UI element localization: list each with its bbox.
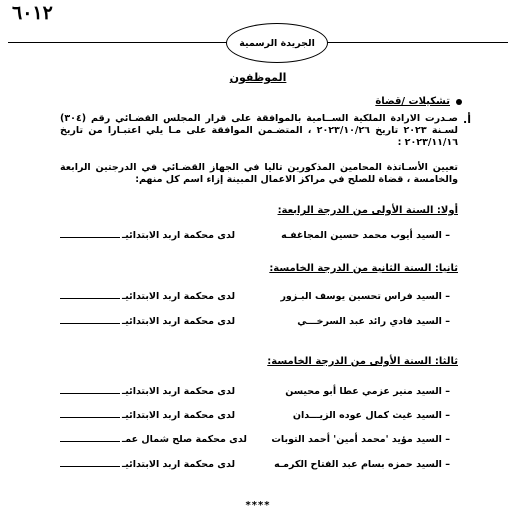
person-court (60, 386, 235, 397)
person-court (60, 316, 235, 327)
court-text: لدى محكمة اربد الابتدائيـ (122, 386, 236, 397)
person-name: – السيد غيث كمال عوده الزيـــدان (292, 410, 450, 421)
court-text: لدى محكمة صلح شمال عمـ (122, 434, 247, 445)
paragraph-letter: أ. (463, 113, 471, 126)
person-name: – السيد فراس تحسين يوسف البـزور (280, 291, 450, 302)
page-number: ٦٠١٢ (12, 2, 53, 24)
person-row (60, 291, 450, 305)
decree-paragraph: صـدرت الارادة الملكية الســامية بالموافقة على قرار المجلس القضـائي رقم (٣٠٤) لسـنة ٢٠٢٣ تاريخ ٢٠٢٣/١٠/٢٦ ، المتضـمن الموافقة على مـا يلي اعتبـارا من تاريخ ٢٠٢٣/١١/١٦ : (60, 113, 458, 148)
appointment-paragraph: تعيين الأسـاتذة المحامين المذكورين تاليا في الجهاز القضـائي في الدرجتين الرابعة والخامسة ، قضاة للصلح في مراكز الاعمال المبينة إزاء اسم كل منهم: (60, 162, 458, 185)
person-row (60, 459, 450, 473)
person-court (60, 230, 235, 241)
court-text: لدى محكمة اربد الابتدائيـ (122, 410, 236, 421)
person-name: – السيد حمزه بسام عبد الفتاح الكرمـه (274, 459, 450, 470)
person-row (60, 410, 450, 424)
fill-line (60, 237, 120, 238)
fill-line (60, 393, 120, 394)
bullet-heading-label: تشكيلات /قضاة (375, 96, 450, 107)
person-name: – السيد مؤيد 'محمد أمين' أحمد التوبات (271, 434, 450, 445)
fill-line (60, 417, 120, 418)
court-text: لدى محكمة اربد الابتدائيـ (122, 459, 236, 470)
person-name: – السيد فادي رائد عبد السرخـــي (297, 316, 450, 327)
group-title-2 (269, 263, 458, 274)
group-title-text: ثانيا: السنة الثانية من الدرجة الخامسة: (269, 263, 458, 274)
bullet-dot-icon (456, 99, 462, 105)
section-title (0, 71, 516, 84)
group-title-text: أولا: السنة الأولى من الدرجة الرابعة: (277, 205, 458, 216)
person-row (60, 386, 450, 400)
person-row (60, 230, 450, 244)
fill-line (60, 298, 120, 299)
section-title-text: الموظفون (229, 71, 287, 84)
person-court (60, 459, 235, 470)
person-court (60, 291, 235, 302)
court-text: لدى محكمة اربد الابتدائيـ (122, 291, 236, 302)
fill-line (60, 323, 120, 324)
group-title-3 (267, 356, 458, 367)
person-row (60, 434, 450, 448)
group-title-1 (278, 205, 458, 216)
gazette-name: الجريدة الرسمية (239, 37, 315, 49)
end-marker: **** (245, 500, 271, 511)
fill-line (60, 441, 120, 442)
gazette-name-ellipse (226, 23, 328, 63)
person-court (60, 410, 235, 421)
person-name: – السيد منير عزمي عطا أبو محيسن (285, 386, 450, 397)
fill-line (60, 466, 120, 467)
court-text: لدى محكمة اربد الابتدائيـ (122, 230, 236, 241)
court-text: لدى محكمة اربد الابتدائيـ (122, 316, 236, 327)
bullet-heading (375, 96, 462, 107)
person-name: – السيد أيوب محمد حسين المجاغفـه (281, 230, 450, 241)
group-title-text: ثالثا: السنة الأولى من الدرجة الخامسة: (267, 356, 458, 367)
person-row (60, 316, 450, 330)
person-court (60, 434, 247, 445)
